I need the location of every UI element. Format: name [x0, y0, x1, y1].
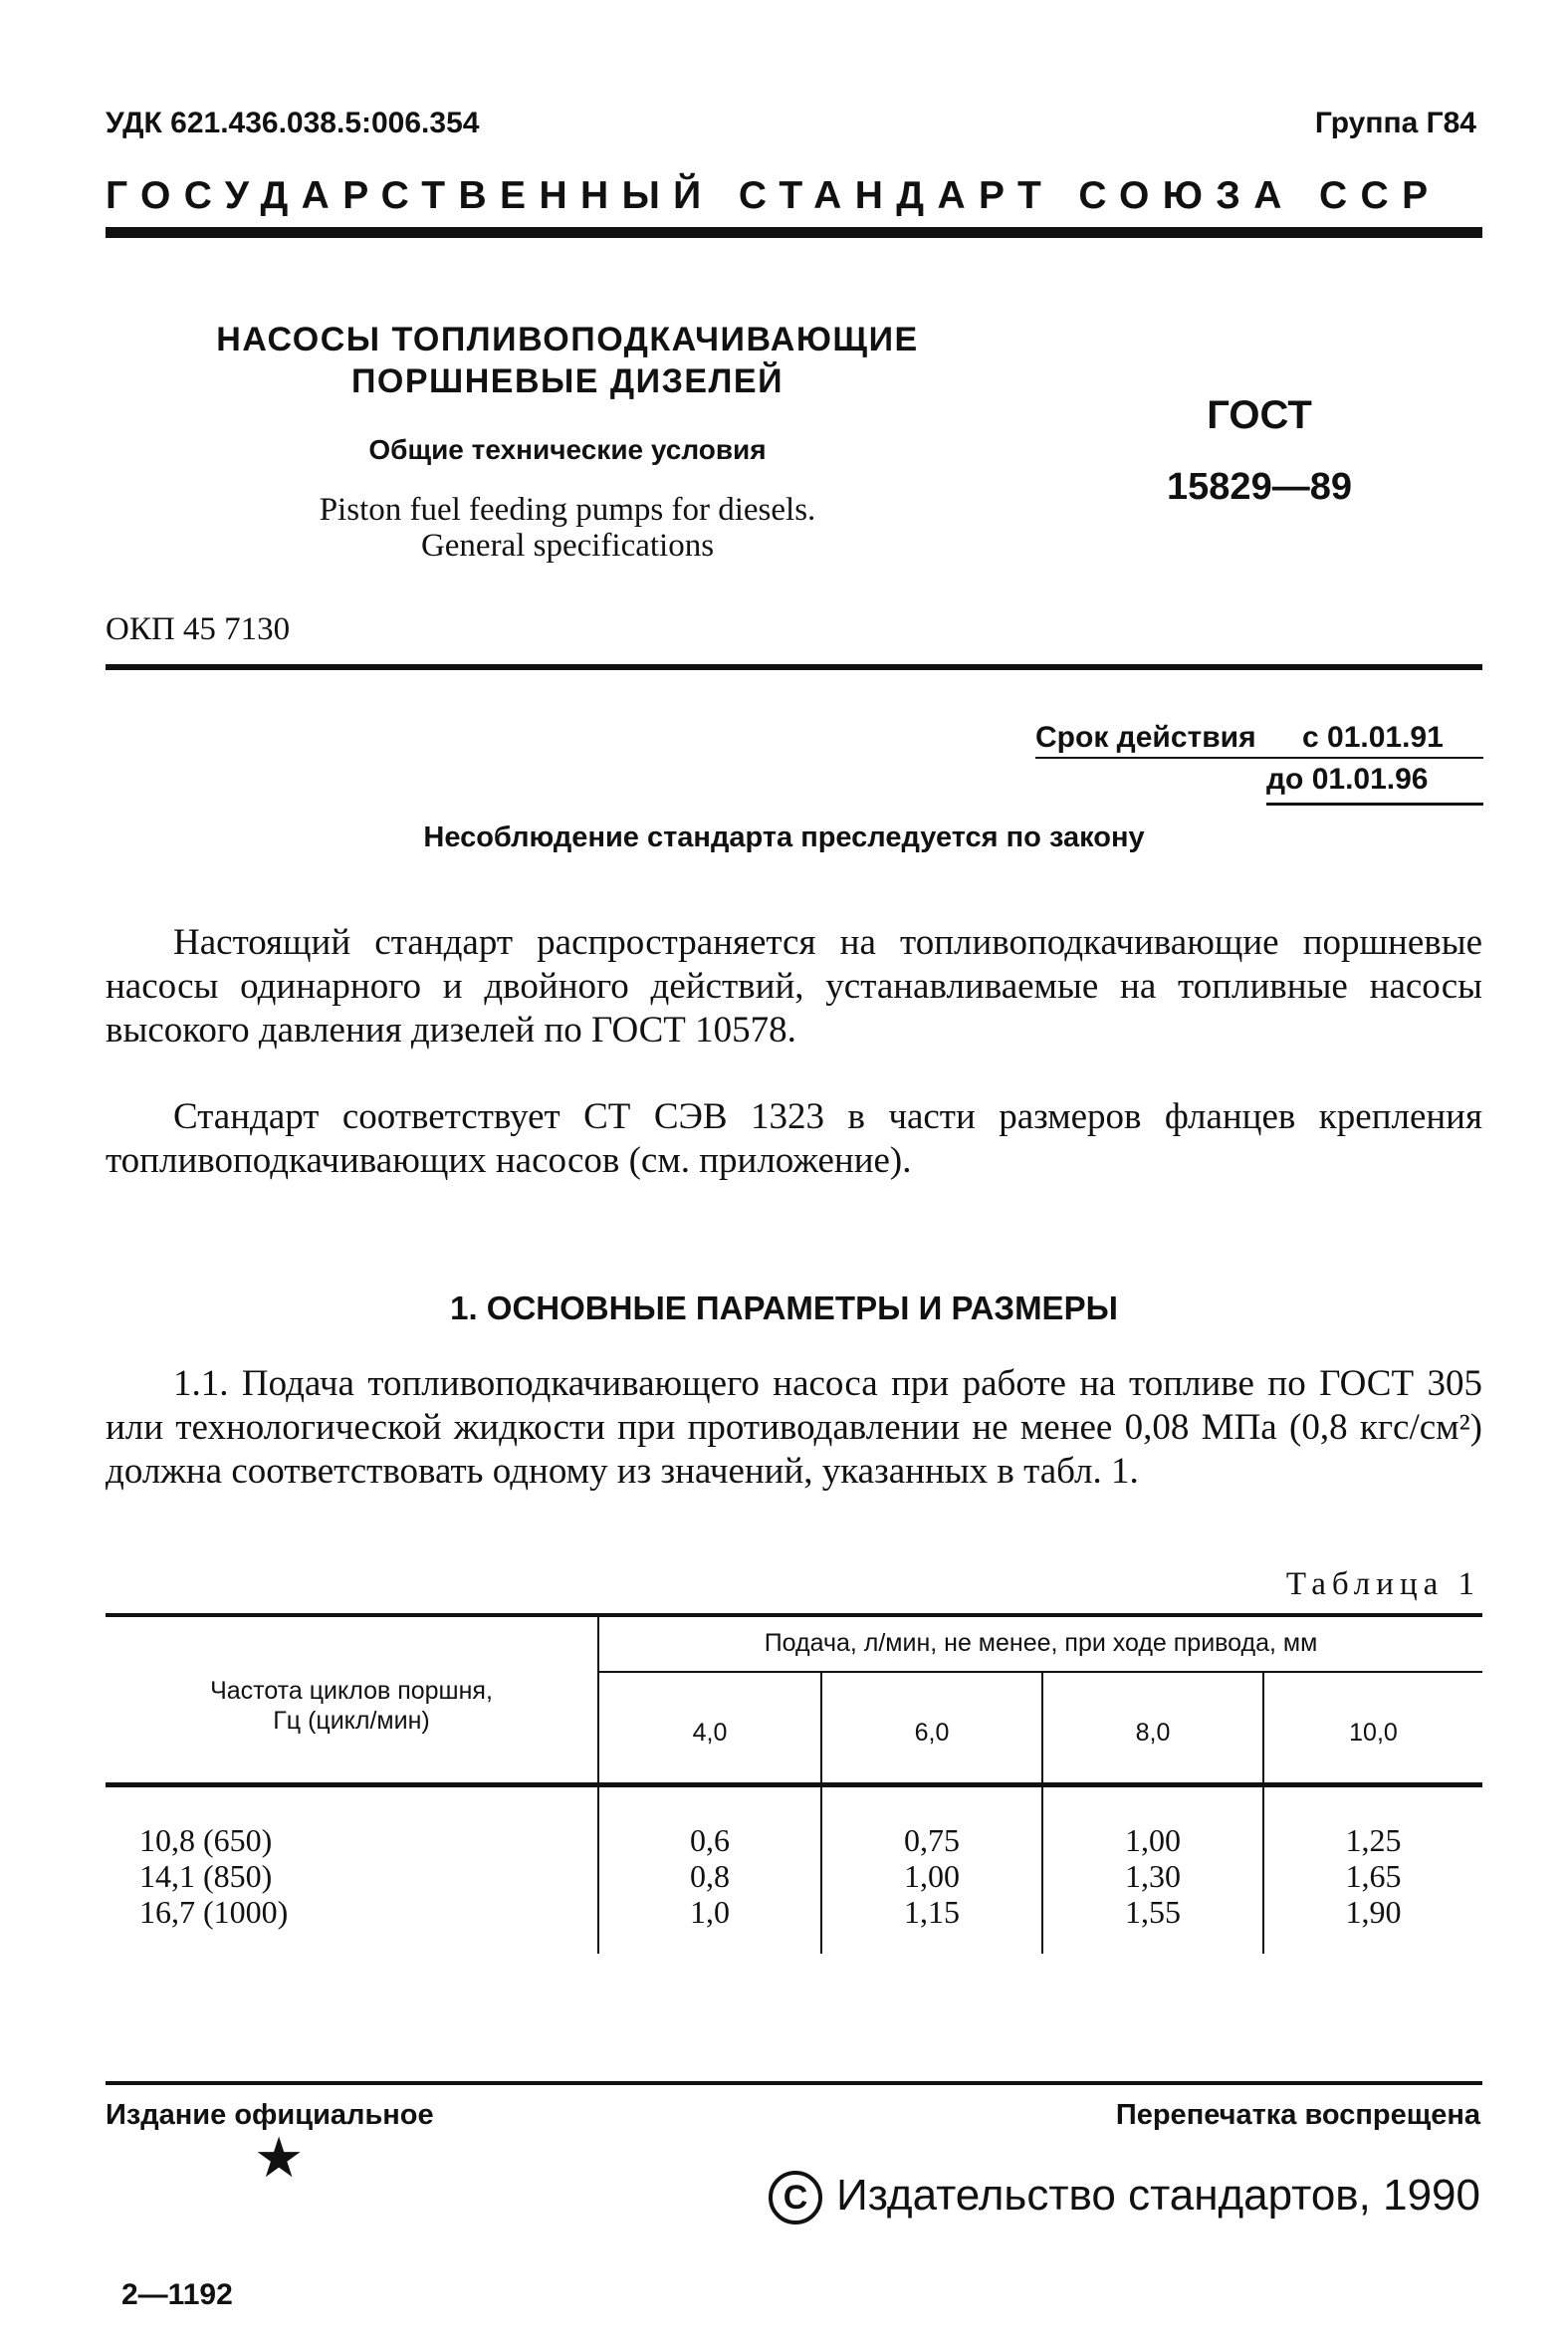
english-title-line-1: Piston fuel feeding pumps for diesels.	[319, 492, 816, 528]
law-notice: Несоблюдение стандарта преследуется по закону	[423, 821, 1145, 853]
group-header: Подача, л/мин, не менее, при ходе привода, мм	[764, 1629, 1318, 1657]
group-code: Группа Г84	[1314, 107, 1476, 139]
column-header: 6,0	[914, 1719, 950, 1747]
row-header-line-2: Гц (цикл/мин)	[273, 1707, 430, 1735]
column-header: 10,0	[1349, 1719, 1398, 1747]
column-header: 4,0	[692, 1719, 728, 1747]
official-edition: Издание официальное	[106, 2099, 434, 2131]
table-header-rule	[106, 1782, 1482, 1787]
section-heading: 1. ОСНОВНЫЕ ПАРАМЕТРЫ И РАЗМЕРЫ	[450, 1289, 1118, 1326]
udk-code: УДК 621.436.038.5:006.354	[106, 107, 480, 139]
table-cell: 1,00	[1125, 1822, 1181, 1858]
table-cell-frequency: 10,8 (650)	[139, 1822, 273, 1858]
document-subtitle: Общие технические условия	[368, 434, 767, 465]
gost-label: ГОСТ	[1207, 393, 1312, 437]
copyright-icon: C	[769, 2171, 822, 2225]
table-top-rule	[106, 1613, 1482, 1617]
table-cell: 1,30	[1125, 1858, 1181, 1894]
english-title	[149, 492, 986, 564]
validity-underline-1	[1035, 757, 1483, 759]
state-standard-heading: ГОСУДАРСТВЕННЫЙ СТАНДАРТ СОЮЗА ССР	[106, 174, 1442, 217]
clause-1-1: 1.1. Подача топливоподкачивающего насоса при работе на топливе по ГОСТ 305 или технологической жидкости при противодавлении не менее 0,08 МПа (0,8 кгс/см²) должна соответствовать одному из значений, указанных в табл. 1.	[106, 1363, 1482, 1492]
gost-number: 15829—89	[1167, 466, 1352, 508]
table-cell: 1,90	[1345, 1894, 1402, 1930]
validity-from: с 01.01.91	[1302, 721, 1444, 754]
table-cell: 0,6	[690, 1822, 730, 1858]
title-line-1: НАСОСЫ ТОПЛИВОПОДКАЧИВАЮЩИЕ	[216, 321, 919, 358]
table-cell: 1,25	[1345, 1822, 1402, 1858]
row-header-line-1: Частота циклов поршня,	[210, 1677, 493, 1705]
page-code: 2—1192	[121, 2278, 233, 2311]
publisher: Издательство стандартов, 1990	[836, 2171, 1480, 2220]
footer-rule	[106, 2081, 1482, 2085]
title-line-2: ПОРШНЕВЫЕ ДИЗЕЛЕЙ	[350, 362, 784, 400]
header-thick-rule	[106, 227, 1482, 238]
table-cell: 1,55	[1125, 1894, 1181, 1930]
reprint-prohibited: Перепечатка воспрещена	[1115, 2099, 1480, 2131]
validity-underline-2	[1266, 803, 1483, 806]
title-rule	[106, 664, 1482, 670]
row-header	[106, 1676, 597, 1736]
document-title	[149, 319, 986, 402]
okp-code: ОКП 45 7130	[106, 611, 291, 647]
star-icon: ★	[254, 2128, 305, 2190]
table-cell: 1,15	[904, 1894, 960, 1930]
table-cell: 0,75	[904, 1822, 960, 1858]
validity-to: до 01.01.96	[1266, 763, 1429, 796]
table-cell: 1,0	[690, 1894, 730, 1930]
table-cell-frequency: 16,7 (1000)	[139, 1894, 289, 1930]
table-cell-frequency: 14,1 (850)	[139, 1858, 273, 1894]
table-cell: 1,65	[1345, 1858, 1402, 1894]
table-caption: Таблица 1	[1285, 1566, 1480, 1602]
table-cell: 0,8	[690, 1858, 730, 1894]
compliance-paragraph: Стандарт соответствует СТ СЭВ 1323 в части размеров фланцев крепления топливоподкачивающих насосов (см. приложение).	[106, 1096, 1482, 1181]
validity-label: Срок действия	[1035, 721, 1256, 754]
intro-paragraph: Настоящий стандарт распространяется на топливоподкачивающие поршневые насосы одинарного и двойного действий, устанавливаемые на топливные насосы высокого давления дизелей по ГОСТ 10578.	[106, 922, 1482, 1051]
english-title-line-2: General specifications	[420, 528, 715, 564]
table-cell: 1,00	[904, 1858, 960, 1894]
table-group-rule	[597, 1671, 1482, 1673]
column-header: 8,0	[1135, 1719, 1171, 1747]
copyright-line	[769, 2171, 1480, 2225]
